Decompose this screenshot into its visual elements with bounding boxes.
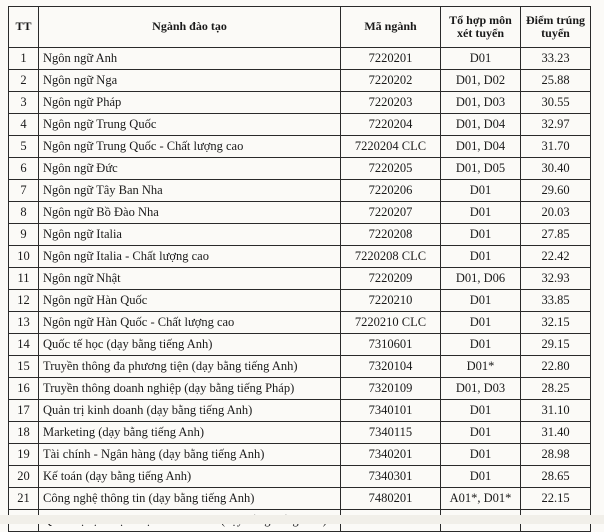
- admission-scores-table: [8, 6, 591, 532]
- admission-score: 33.85: [521, 290, 591, 312]
- row-number: 10: [9, 246, 39, 268]
- major-code: 7340115: [341, 422, 441, 444]
- row-number: 14: [9, 334, 39, 356]
- row-number: 11: [9, 268, 39, 290]
- major-code: 7220202: [341, 70, 441, 92]
- major-code: 7320109: [341, 378, 441, 400]
- table-row: [9, 180, 591, 202]
- admission-score: 32.15: [521, 312, 591, 334]
- row-number: 6: [9, 158, 39, 180]
- table-row: [9, 224, 591, 246]
- admission-score: 32.93: [521, 268, 591, 290]
- major-name: Ngôn ngữ Nhật: [39, 268, 341, 290]
- subject-combo: D01, D05: [441, 158, 521, 180]
- table-row: [9, 268, 591, 290]
- row-number: 9: [9, 224, 39, 246]
- table-row: [9, 136, 591, 158]
- header-tt: TT: [9, 7, 39, 48]
- subject-combo: D01, D04: [441, 136, 521, 158]
- major-code: 7220201: [341, 48, 441, 70]
- subject-combo: D01: [441, 422, 521, 444]
- row-number: 12: [9, 290, 39, 312]
- table-row: [9, 114, 591, 136]
- header-major-name: Ngành đào tạo: [39, 7, 341, 48]
- subject-combo: D01: [441, 466, 521, 488]
- major-name: Ngôn ngữ Pháp: [39, 92, 341, 114]
- row-number: 18: [9, 422, 39, 444]
- major-name: Quản trị kinh doanh (dạy bằng tiếng Anh): [39, 400, 341, 422]
- major-name: Ngôn ngữ Bồ Đào Nha: [39, 202, 341, 224]
- table-row: [9, 378, 591, 400]
- row-number: 5: [9, 136, 39, 158]
- admission-score: 31.10: [521, 400, 591, 422]
- table-row: [9, 356, 591, 378]
- admission-score: 29.60: [521, 180, 591, 202]
- row-number: 21: [9, 488, 39, 510]
- table-row: [9, 444, 591, 466]
- major-code: 7220204 CLC: [341, 136, 441, 158]
- table-row: [9, 202, 591, 224]
- table-row: [9, 246, 591, 268]
- major-code: 7220207: [341, 202, 441, 224]
- admission-score: 32.97: [521, 114, 591, 136]
- major-name: Truyền thông đa phương tiện (dạy bằng tiếng Anh): [39, 356, 341, 378]
- major-code: 7320104: [341, 356, 441, 378]
- admission-score: 30.55: [521, 92, 591, 114]
- major-code: 7220206: [341, 180, 441, 202]
- major-code: 7340301: [341, 466, 441, 488]
- major-name: Marketing (dạy bằng tiếng Anh): [39, 422, 341, 444]
- major-name: Công nghệ thông tin (dạy bằng tiếng Anh): [39, 488, 341, 510]
- major-code: 7340201: [341, 444, 441, 466]
- major-name: Ngôn ngữ Italia - Chất lượng cao: [39, 246, 341, 268]
- row-number: 13: [9, 312, 39, 334]
- major-code: 7220208: [341, 224, 441, 246]
- row-number: 2: [9, 70, 39, 92]
- table-row: [9, 400, 591, 422]
- subject-combo: D01, D03: [441, 92, 521, 114]
- subject-combo: A01*, D01*: [441, 488, 521, 510]
- subject-combo: D01: [441, 246, 521, 268]
- major-code: 7220210 CLC: [341, 312, 441, 334]
- subject-combo: D01: [441, 48, 521, 70]
- admission-score: 29.15: [521, 334, 591, 356]
- row-number: 19: [9, 444, 39, 466]
- admission-score: 31.40: [521, 422, 591, 444]
- row-number: 1: [9, 48, 39, 70]
- table-body: [9, 48, 591, 532]
- major-code: 7220203: [341, 92, 441, 114]
- subject-combo: D01, D02: [441, 70, 521, 92]
- major-name: Ngôn ngữ Nga: [39, 70, 341, 92]
- admission-score: 28.65: [521, 466, 591, 488]
- major-code: 7480201: [341, 488, 441, 510]
- row-number: 7: [9, 180, 39, 202]
- major-name: Ngôn ngữ Hàn Quốc: [39, 290, 341, 312]
- major-code: 7220210: [341, 290, 441, 312]
- row-number: 4: [9, 114, 39, 136]
- header-subject-combo: Tổ hợp môn xét tuyển: [441, 7, 521, 48]
- header-admission-score: Điểm trúng tuyển: [521, 7, 591, 48]
- header-major-code: Mã ngành: [341, 7, 441, 48]
- subject-combo: D01, D06: [441, 268, 521, 290]
- admission-score: 22.15: [521, 488, 591, 510]
- major-name: Ngôn ngữ Đức: [39, 158, 341, 180]
- subject-combo: D01: [441, 290, 521, 312]
- admission-score: 22.80: [521, 356, 591, 378]
- admission-score: 28.25: [521, 378, 591, 400]
- subject-combo: D01: [441, 180, 521, 202]
- major-name: Ngôn ngữ Anh: [39, 48, 341, 70]
- page-bottom-strip: [0, 515, 604, 524]
- admission-score: 33.23: [521, 48, 591, 70]
- admission-score: 25.88: [521, 70, 591, 92]
- admission-score: 27.85: [521, 224, 591, 246]
- major-name: Ngôn ngữ Trung Quốc - Chất lượng cao: [39, 136, 341, 158]
- table-row: [9, 488, 591, 510]
- major-code: 7220209: [341, 268, 441, 290]
- admission-score: 30.40: [521, 158, 591, 180]
- major-code: 7340101: [341, 400, 441, 422]
- major-code: 7220204: [341, 114, 441, 136]
- major-name: Quốc tế học (dạy bằng tiếng Anh): [39, 334, 341, 356]
- major-name: Ngôn ngữ Italia: [39, 224, 341, 246]
- subject-combo: D01: [441, 444, 521, 466]
- row-number: 15: [9, 356, 39, 378]
- admission-score: 31.70: [521, 136, 591, 158]
- table-row: [9, 312, 591, 334]
- subject-combo: D01: [441, 202, 521, 224]
- table-row: [9, 466, 591, 488]
- subject-combo: D01*: [441, 356, 521, 378]
- major-name: Truyền thông doanh nghiệp (dạy bằng tiếng Pháp): [39, 378, 341, 400]
- major-name: Ngôn ngữ Tây Ban Nha: [39, 180, 341, 202]
- major-name: Tài chính - Ngân hàng (dạy bằng tiếng Anh): [39, 444, 341, 466]
- table-row: [9, 334, 591, 356]
- table-row: [9, 92, 591, 114]
- major-code: 7220205: [341, 158, 441, 180]
- row-number: 16: [9, 378, 39, 400]
- row-number: 17: [9, 400, 39, 422]
- row-number: 3: [9, 92, 39, 114]
- table-row: [9, 290, 591, 312]
- table-row: [9, 48, 591, 70]
- table-row: [9, 70, 591, 92]
- table-row: [9, 158, 591, 180]
- table-row: [9, 422, 591, 444]
- row-number: 20: [9, 466, 39, 488]
- major-name: Ngôn ngữ Hàn Quốc - Chất lượng cao: [39, 312, 341, 334]
- subject-combo: D01: [441, 334, 521, 356]
- admission-score: 22.42: [521, 246, 591, 268]
- admission-score: 28.98: [521, 444, 591, 466]
- row-number: 8: [9, 202, 39, 224]
- major-name: Kế toán (dạy bằng tiếng Anh): [39, 466, 341, 488]
- subject-combo: D01: [441, 400, 521, 422]
- subject-combo: D01, D04: [441, 114, 521, 136]
- major-name: Ngôn ngữ Trung Quốc: [39, 114, 341, 136]
- major-code: 7310601: [341, 334, 441, 356]
- major-code: 7220208 CLC: [341, 246, 441, 268]
- subject-combo: D01: [441, 224, 521, 246]
- subject-combo: D01, D03: [441, 378, 521, 400]
- table-header-row: [9, 7, 591, 48]
- subject-combo: D01: [441, 312, 521, 334]
- admission-score: 20.03: [521, 202, 591, 224]
